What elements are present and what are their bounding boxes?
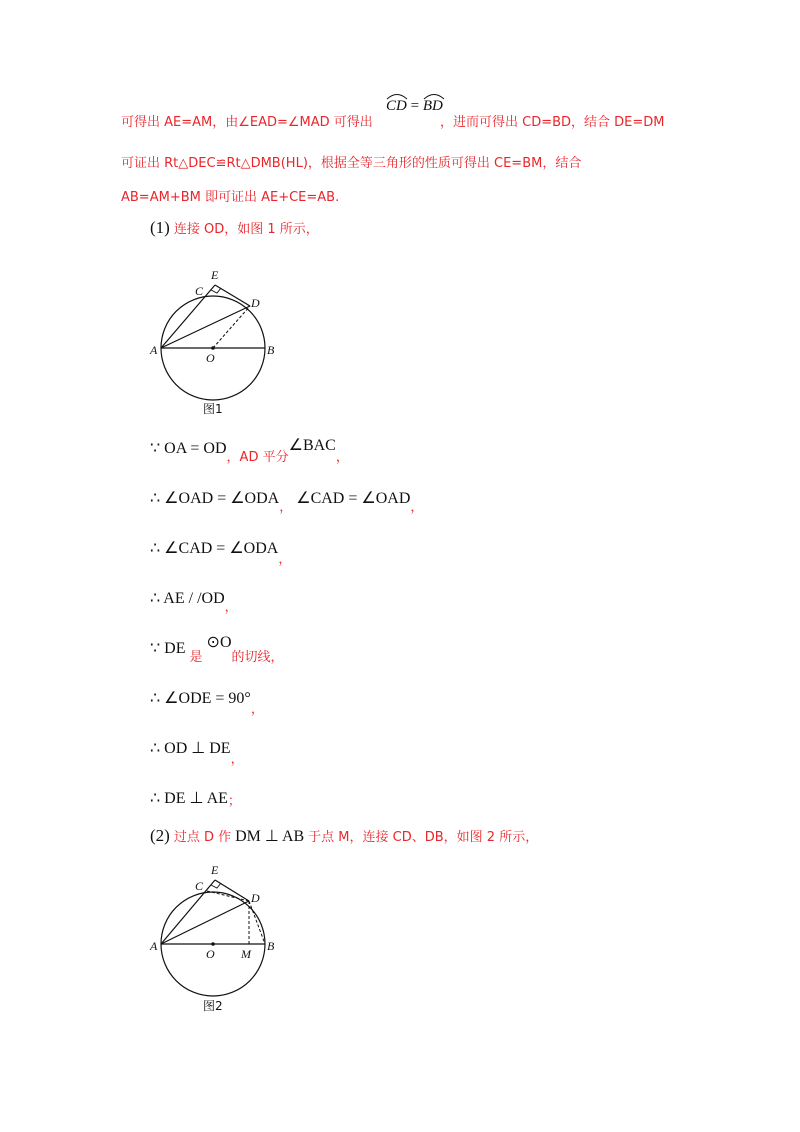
line-ed xyxy=(215,285,250,306)
step-5-math: ∵ DE xyxy=(150,640,186,657)
step-6-red: ， xyxy=(250,702,264,717)
figure-1-caption: 图1 xyxy=(203,402,223,416)
step-1-math: ∵ OA = OD xyxy=(150,440,227,457)
line-od-dashed xyxy=(213,306,250,348)
step-3-red: ， xyxy=(278,552,292,567)
line-ae xyxy=(161,880,215,944)
center-dot xyxy=(211,346,215,350)
label-d: D xyxy=(251,891,260,905)
arc-equation xyxy=(386,98,443,115)
step-7 xyxy=(150,738,244,767)
figure-1 xyxy=(145,263,295,423)
part1-text: 连接 OD，如图 1 所示， xyxy=(173,222,319,237)
step-8-red: ； xyxy=(227,794,241,809)
line-ad xyxy=(161,306,250,348)
label-o: O xyxy=(206,947,215,961)
label-c: C xyxy=(195,284,204,298)
part1-heading xyxy=(150,218,319,238)
step-4-red: ， xyxy=(224,600,238,615)
step-6 xyxy=(150,688,264,717)
step-5-math2: ⊙O xyxy=(206,634,232,651)
label-o: O xyxy=(206,351,215,365)
part1-number: (1) xyxy=(150,218,170,237)
part2-text-b: 于点 M，连接 CD、DB，如图 2 所示， xyxy=(308,830,539,845)
label-b: B xyxy=(267,939,275,953)
intro-line-1 xyxy=(121,111,373,130)
step-4-math: ∴ AE / /OD xyxy=(150,590,225,607)
step-3 xyxy=(150,538,292,567)
figure-2-caption: 图2 xyxy=(203,999,223,1013)
label-m: M xyxy=(241,947,251,961)
line-ed xyxy=(215,880,249,901)
part2-number: (2) xyxy=(150,826,170,845)
step-2-math2: ∠CAD = ∠OAD xyxy=(296,490,411,507)
step-2 xyxy=(150,488,424,515)
part2-text-a: 过点 D 作 xyxy=(173,830,232,845)
intro-line-1-b: ，进而可得出 CD=BD，结合 DE=DM xyxy=(440,115,665,130)
step-5-red2: 的切线， xyxy=(231,650,284,665)
step-1-red: ，AD 平分 xyxy=(226,450,289,465)
intro-line-3: AB=AM+BM 即可证出 AE+CE=AB. xyxy=(121,190,340,205)
step-2-math: ∴ ∠OAD = ∠ODA xyxy=(150,490,280,507)
arc-mark-icon xyxy=(386,92,408,100)
arc-cd: CD xyxy=(386,98,407,115)
figure-2 xyxy=(145,860,305,1020)
arc-bd: BD xyxy=(423,98,443,115)
step-2-red: ， xyxy=(279,500,293,515)
line-db-dashed xyxy=(249,901,265,944)
label-b: B xyxy=(267,343,275,357)
line-cd-dashed xyxy=(207,891,249,901)
step-3-math: ∴ ∠CAD = ∠ODA xyxy=(150,540,279,557)
intro-line-2: 可证出 Rt△DEC≌Rt△DMB(HL)，根据全等三角形的性质可得出 CE=BM，结合 xyxy=(121,156,582,171)
step-5-red: 是 xyxy=(189,650,203,665)
line-ad xyxy=(161,901,249,944)
label-e: E xyxy=(211,268,219,282)
step-5 xyxy=(150,634,284,665)
center-dot xyxy=(211,942,215,946)
arc-mark-icon xyxy=(423,92,445,100)
step-6-math: ∴ ∠ODE = 90° xyxy=(150,690,251,707)
step-1-math2: ∠BAC xyxy=(288,437,336,454)
label-e: E xyxy=(211,863,219,877)
intro-line-1-a: 可得出 AE=AM，由∠EAD=∠MAD 可得出 xyxy=(121,115,373,130)
label-d: D xyxy=(251,296,260,310)
step-1-red2: ， xyxy=(335,450,349,465)
part2-math: DM ⊥ AB xyxy=(235,828,305,845)
step-8-math: ∴ DE ⊥ AE xyxy=(150,790,228,807)
part2-heading xyxy=(150,826,538,846)
step-4 xyxy=(150,588,238,615)
line-ae xyxy=(161,285,215,348)
step-2-red2: ， xyxy=(410,500,424,515)
label-a: A xyxy=(150,939,158,953)
label-c: C xyxy=(195,879,204,893)
arc-equals: = xyxy=(406,98,423,114)
step-8 xyxy=(150,788,241,808)
step-7-red: ， xyxy=(230,752,244,767)
step-1 xyxy=(150,437,349,465)
label-a: A xyxy=(150,343,158,357)
step-7-math: ∴ OD ⊥ DE xyxy=(150,740,231,757)
